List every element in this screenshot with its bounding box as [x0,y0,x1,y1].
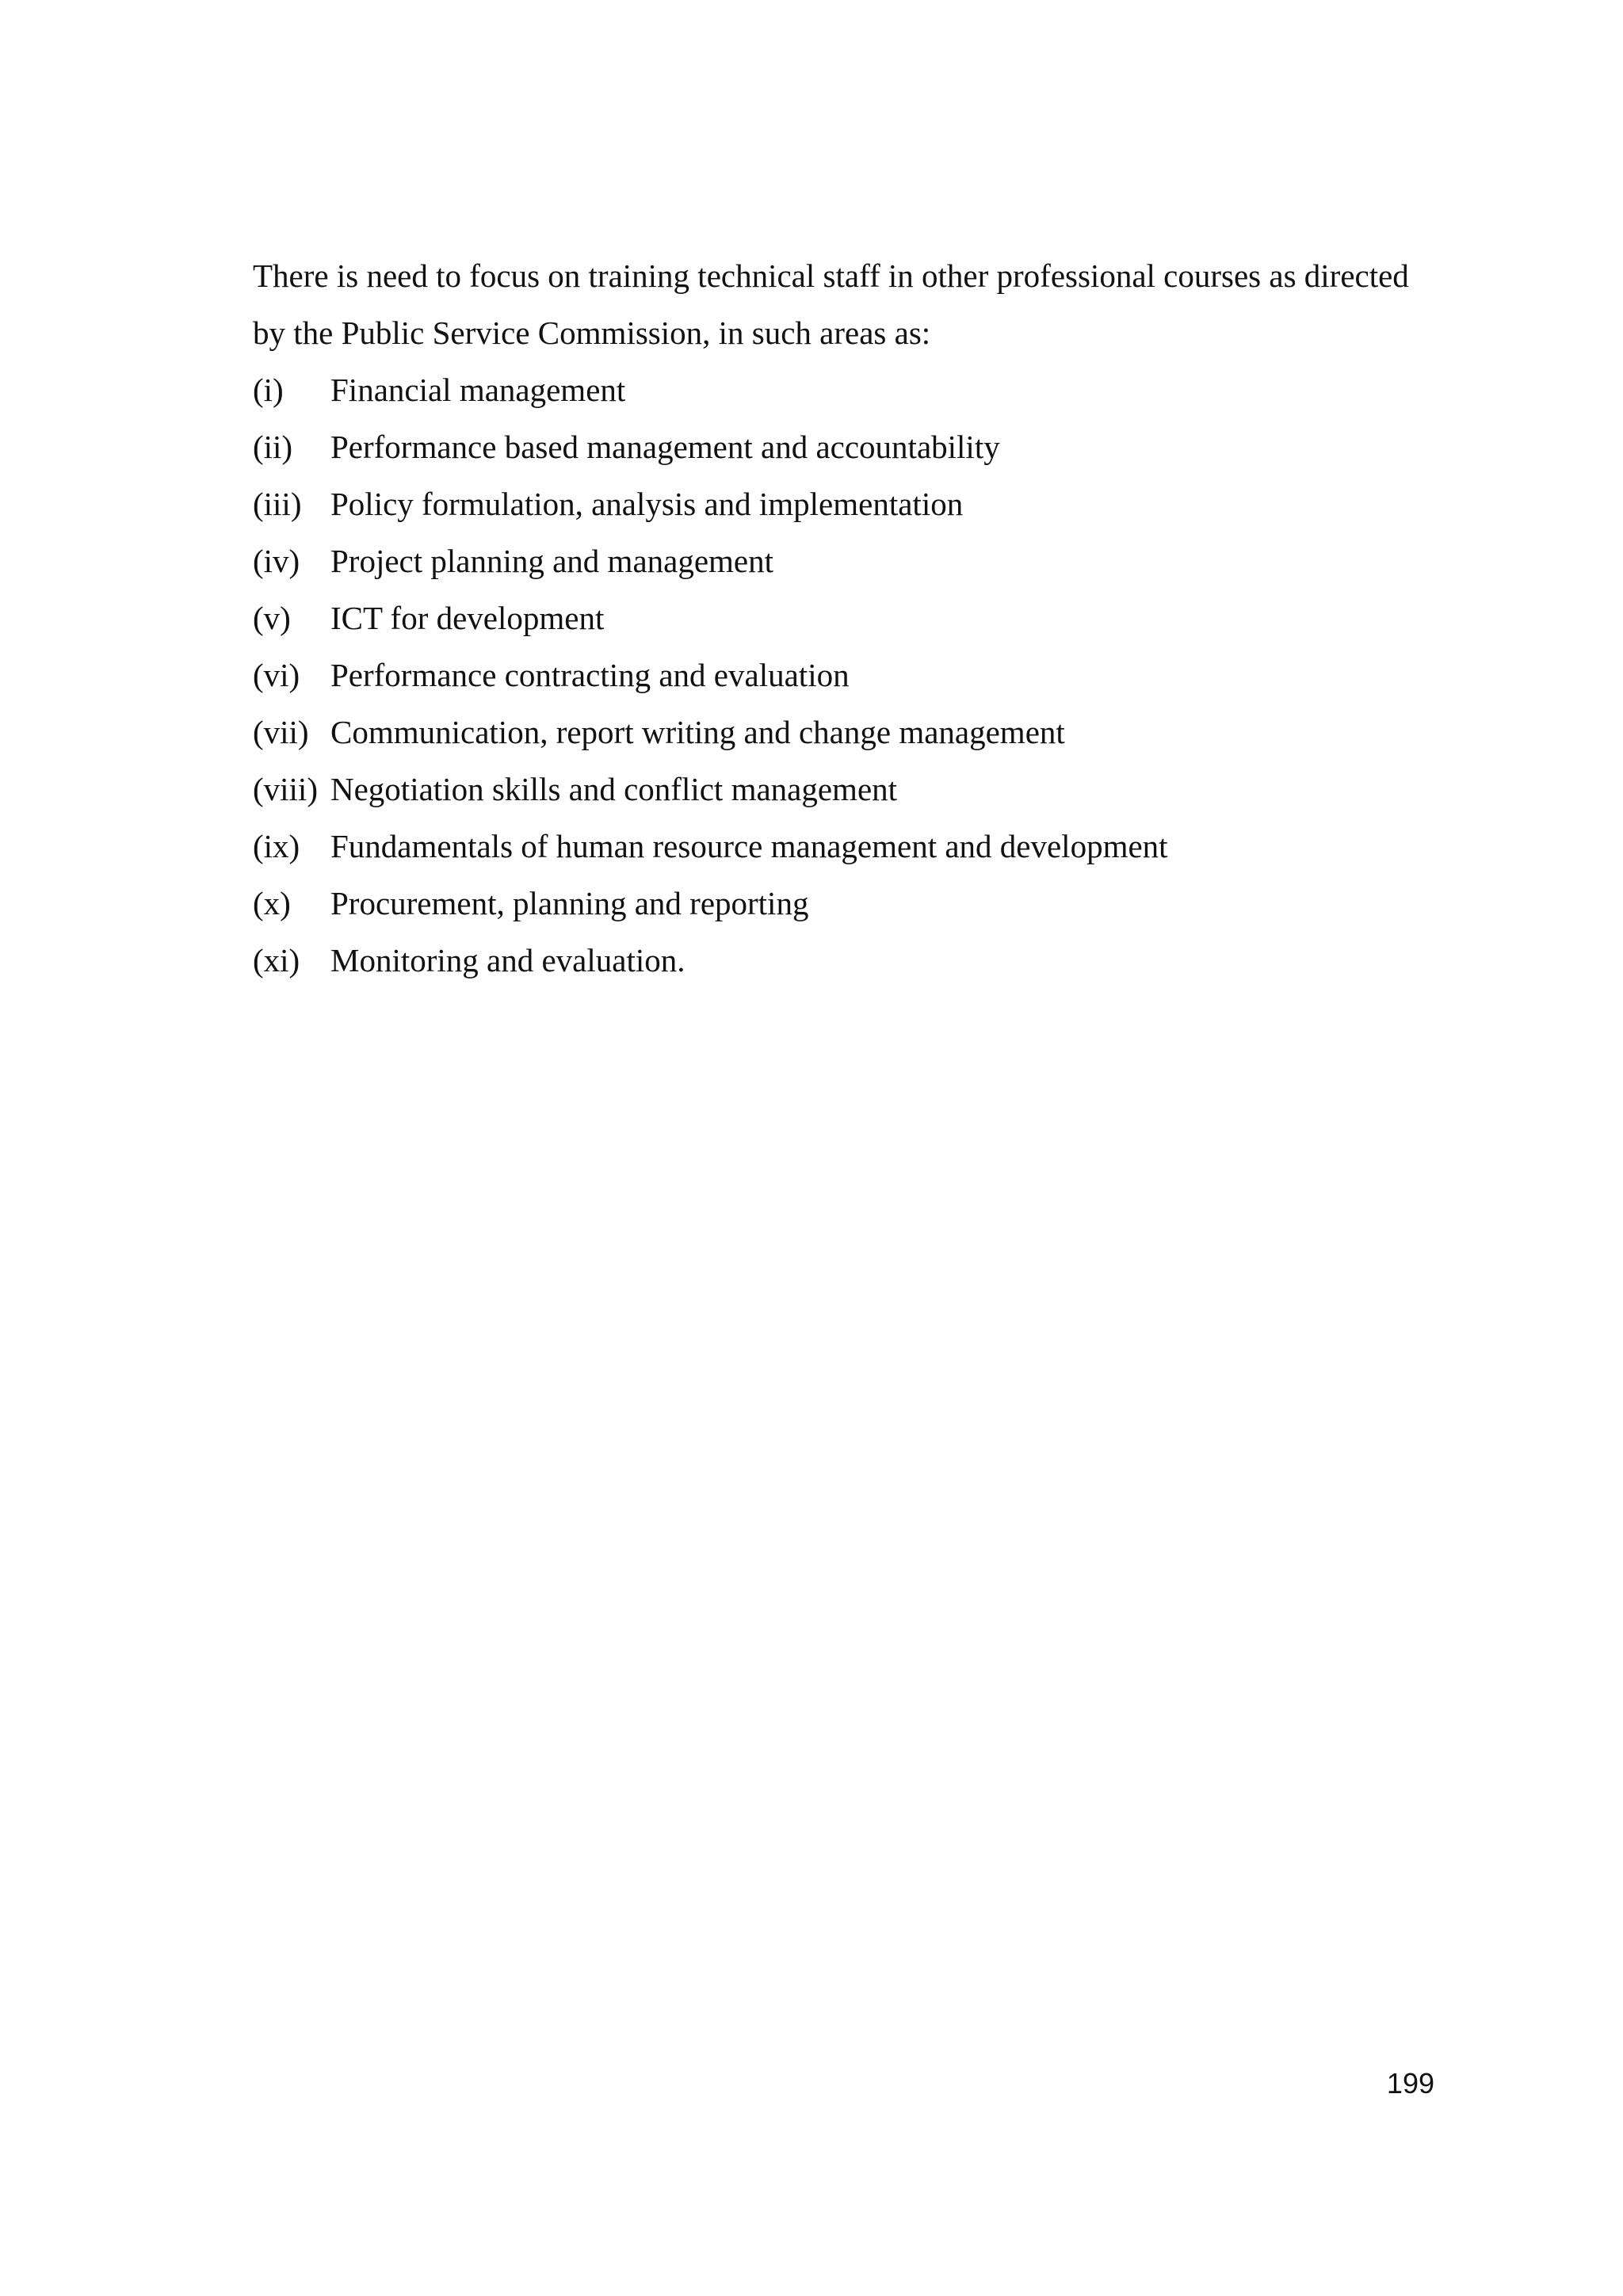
list-item [253,761,1442,818]
list-item-text: Fundamentals of human resource management and development [330,828,1168,864]
list-item [253,932,1442,989]
list-item-text: ICT for development [330,600,605,636]
list-item [253,589,1442,646]
list-marker: (viii) [253,771,318,807]
list-item-text: Communication, report writing and change management [330,714,1065,750]
list-marker: (iii) [253,486,302,522]
list-item-text: Monitoring and evaluation. [330,942,685,978]
intro-line-2: by the Public Service Commission, in such areas as: [253,315,931,351]
list-item-text: Financial management [330,372,626,408]
list-item [253,418,1442,475]
list-marker: (ii) [253,429,293,465]
list-marker: (x) [253,885,291,921]
page-number: 199 [1386,2067,1434,2100]
list-marker: (v) [253,600,291,636]
list-item [253,475,1442,532]
body-content [253,247,1442,989]
intro-line-1: There is need to focus on training technical staff in other professional courses as directed [253,257,1409,294]
list-item-text: Project planning and management [330,543,774,579]
list-item-text: Policy formulation, analysis and implementation [330,486,964,522]
list-marker: (i) [253,372,284,408]
list-marker: (xi) [253,942,300,978]
list-item [253,818,1442,875]
training-areas-list [253,361,1442,989]
list-marker: (vi) [253,657,300,693]
list-item [253,875,1442,932]
list-item-text: Performance contracting and evaluation [330,657,850,693]
list-marker: (iv) [253,543,300,579]
list-item-text: Procurement, planning and reporting [330,885,809,921]
list-item-text: Performance based management and accountability [330,429,1000,465]
list-item [253,646,1442,704]
list-marker: (vii) [253,714,309,750]
list-item [253,361,1442,418]
list-item [253,704,1442,761]
list-marker: (ix) [253,828,300,864]
list-item [253,532,1442,589]
list-item-text: Negotiation skills and conflict management [330,771,898,807]
